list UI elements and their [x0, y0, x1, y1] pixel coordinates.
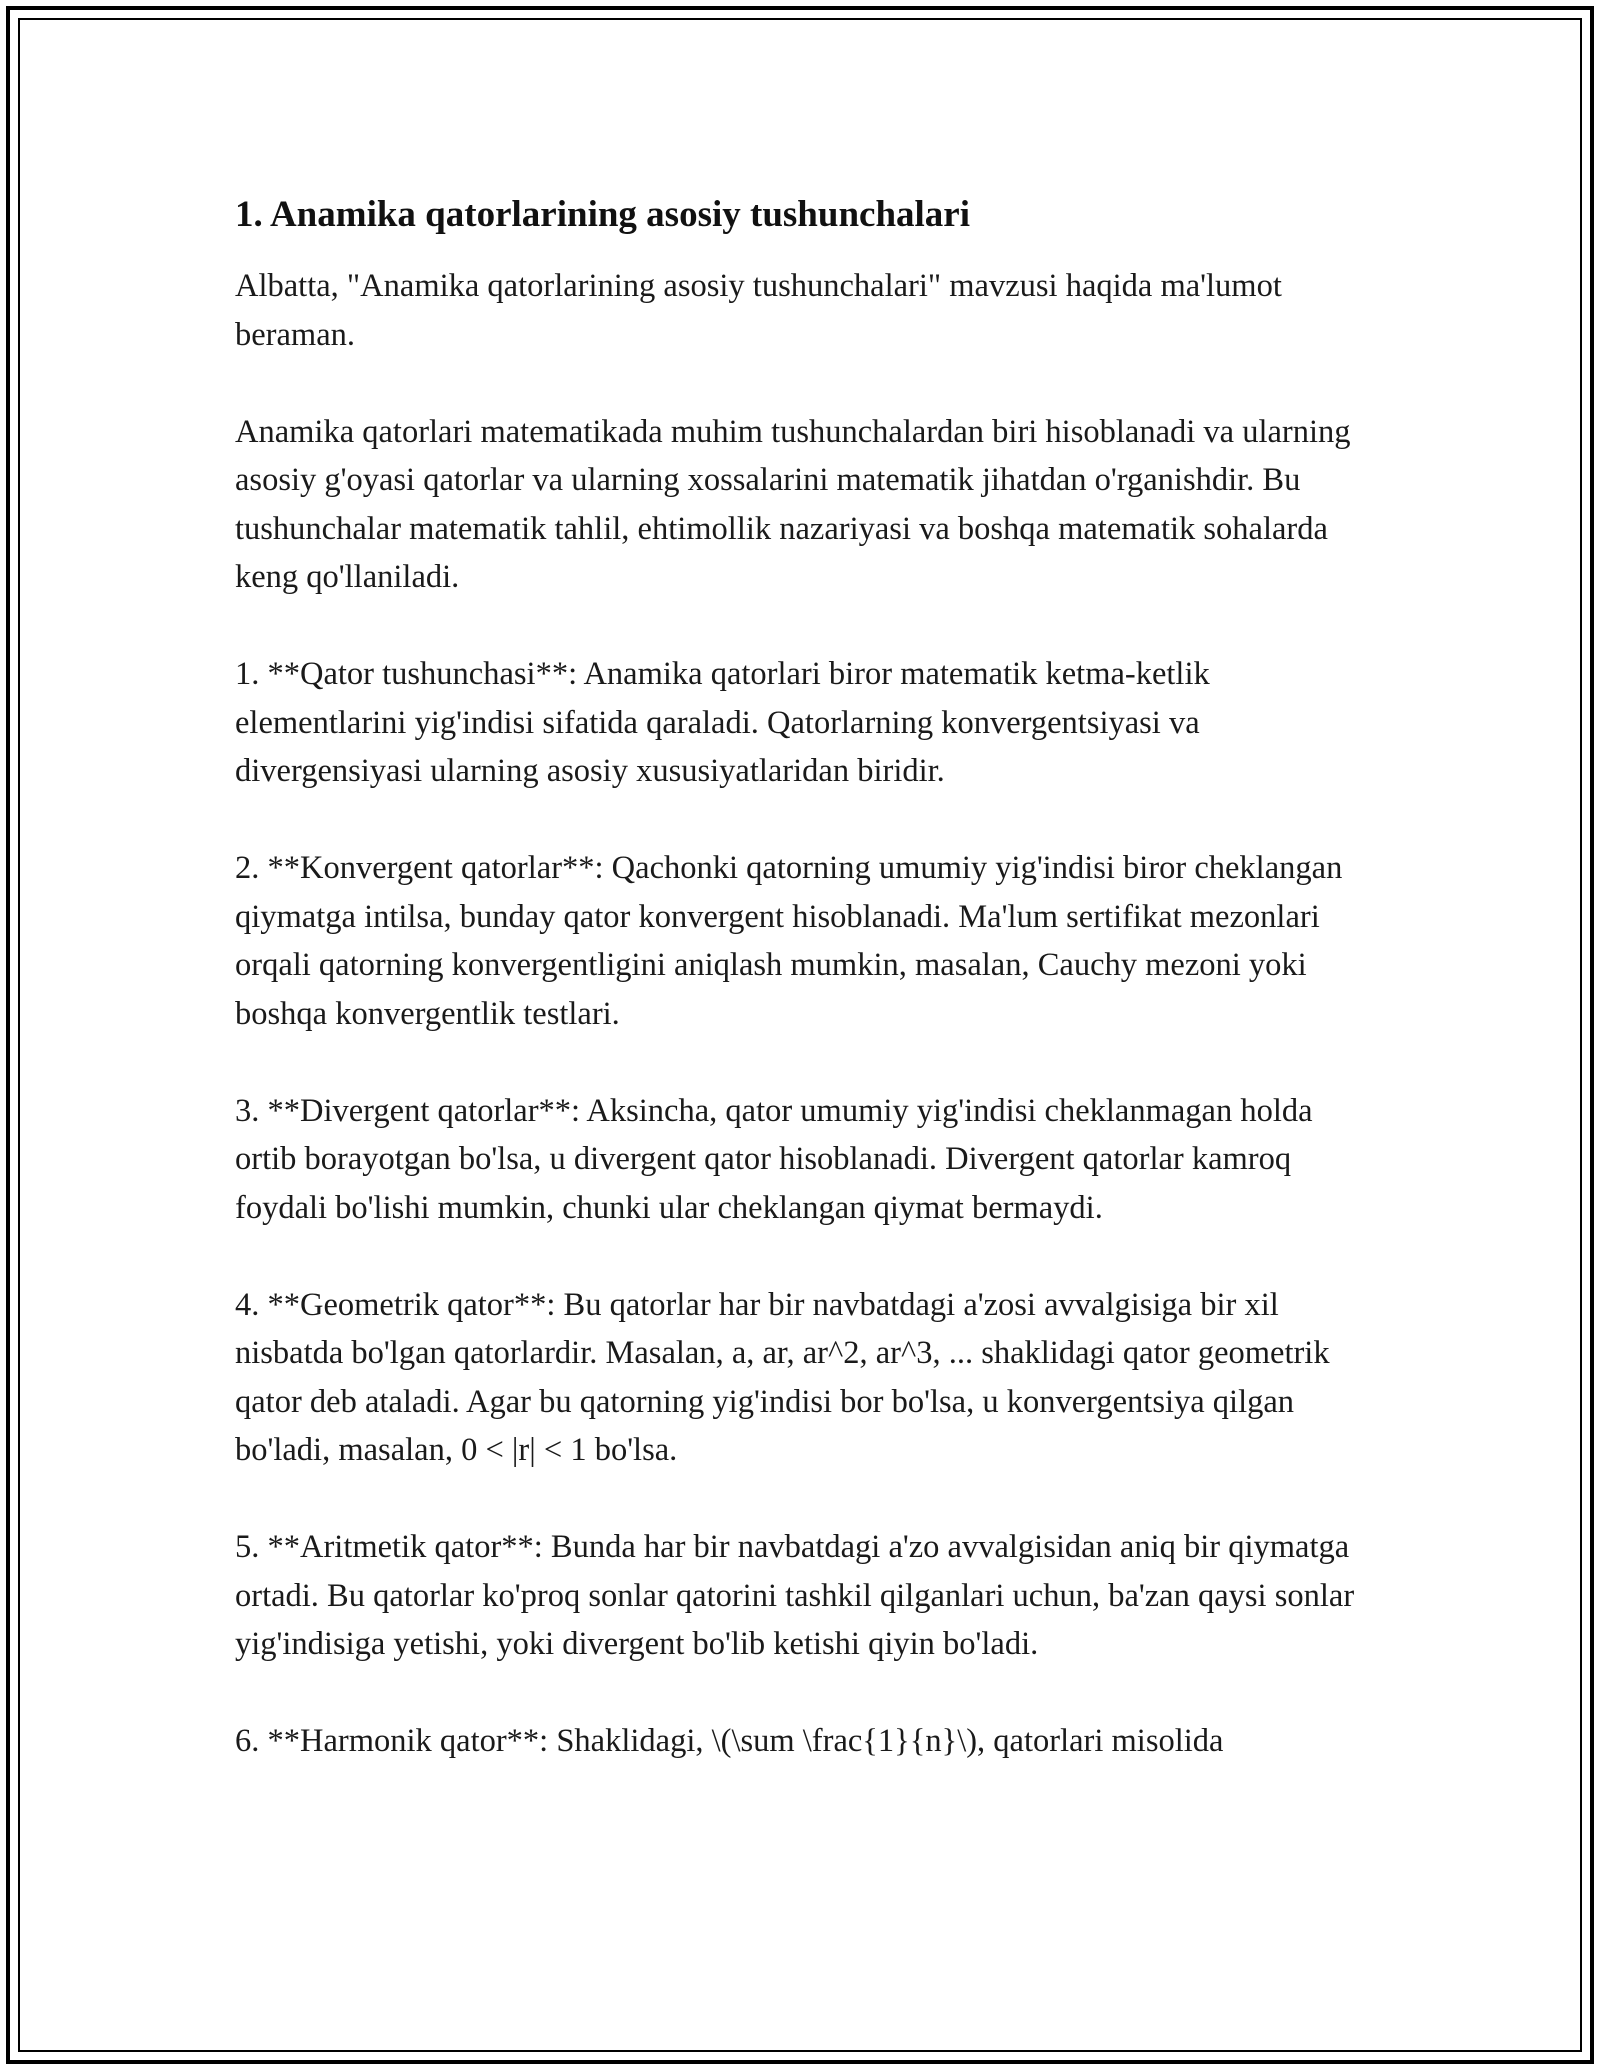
- paragraph-item-5: 5. **Aritmetik qator**: Bunda har bir navbatdagi a'zo avvalgisidan aniq bir qiymatga ortadi. Bu qatorlar ko'proq sonlar qatorini tashkil qilganlari uchun, ba'zan qaysi sonlar yig'indisiga yetishi, yoki divergent bo'lib ketishi qiyin bo'ladi.: [235, 1529, 1355, 1662]
- section-heading: 1. Anamika qatorlarining asosiy tushunchalari: [235, 194, 971, 235]
- paragraph-item-3: 3. **Divergent qatorlar**: Aksincha, qator umumiy yig'indisi cheklanmagan holda ortib borayotgan bo'lsa, u divergent qator hisoblanadi. Divergent qatorlar kamroq foydali bo'lishi mumkin, chunki ular cheklangan qiymat bermaydi.: [235, 1092, 1313, 1226]
- paragraph-overview: Anamika qatorlari matematikada muhim tushunchalardan biri hisoblanadi va ularning asosiy g'oyasi qatorlar va ularning xossalarini matematik jihatdan o'rganishdir. Bu tushunchalar matematik tahlil, ehtimollik nazariyasi va boshqa matematik sohalarda keng qo'llaniladi.: [235, 413, 1351, 595]
- paragraph-item-1: 1. **Qator tushunchasi**: Anamika qatorlari biror matematik ketma-ketlik elementlarini yig'indisi sifatida qaraladi. Qatorlarning konvergentsiyasi va divergensiyasi ularning asosiy xususiyatlaridan biridir.: [235, 656, 1210, 789]
- paragraph-intro: Albatta, "Anamika qatorlarining asosiy tushunchalari" mavzusi haqida ma'lumot beraman.: [235, 268, 1282, 353]
- paragraph-item-4: 4. **Geometrik qator**: Bu qatorlar har bir navbatdagi a'zosi avvalgisiga bir xil nisbatda bo'lgan qatorlardir. Masalan, a, ar, ar^2, ar^3, ... shaklidagi qator geometrik qator deb ataladi. Agar bu qatorning yig'indisi bor bo'lsa, u konvergentsiya qilgan bo'ladi, masalan, 0 < |r| < 1 bo'lsa.: [235, 1286, 1330, 1468]
- document-body: [235, 188, 1375, 1766]
- paragraph-item-2: 2. **Konvergent qatorlar**: Qachonki qatorning umumiy yig'indisi biror cheklangan qiymatga intilsa, bunday qator konvergent hisoblanadi. Ma'lum sertifikat mezonlari orqali qatorning konvergentligini aniqlash mumkin, masalan, Cauchy mezoni yoki boshqa konvergentlik testlari.: [235, 850, 1343, 1032]
- paragraph-item-6: 6. **Harmonik qator**: Shaklidagi, \(\sum \frac{1}{n}\), qatorlari misolida: [235, 1723, 1224, 1759]
